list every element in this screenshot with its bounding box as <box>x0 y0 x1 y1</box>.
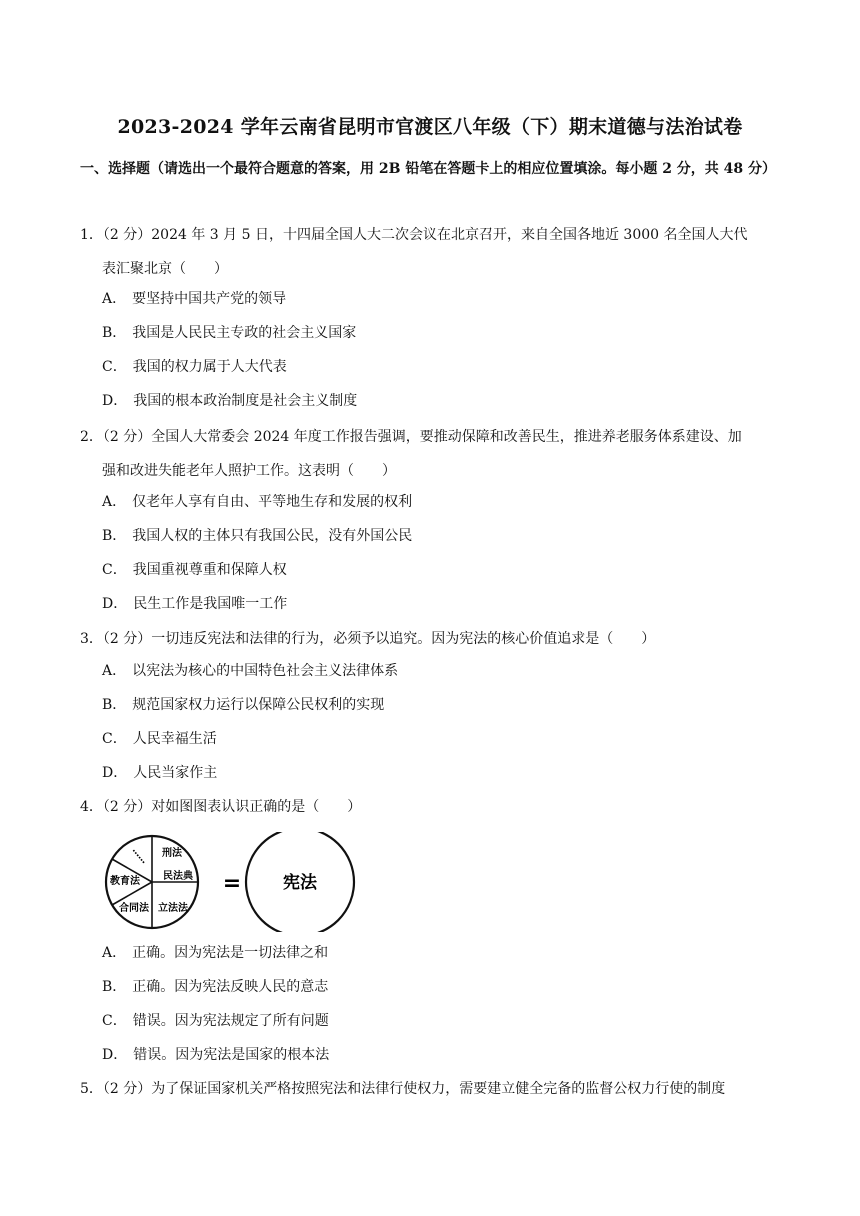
option-letter: A． <box>102 494 127 510</box>
option-letter: C． <box>102 562 127 578</box>
question-2-line1: 2．（2 分）全国人大常委会 2024 年度工作报告强调，要推动保障和改善民生，推进养老服务体系建设、加 <box>80 429 742 445</box>
question-4-option-a <box>102 943 328 963</box>
option-text: 规范国家权力运行以保障公民权利的实现 <box>132 697 385 713</box>
question-2-line2: 强和改进失能老年人照护工作。这表明（ ） <box>102 463 396 479</box>
option-text: 我国的权力属于人大代表 <box>132 359 287 375</box>
option-text: 我国的根本政治制度是社会主义制度 <box>133 393 358 409</box>
question-5-stem <box>80 1072 780 1106</box>
question-4-option-c <box>102 1011 329 1031</box>
segment-label-legislation-law: 立法法 <box>158 903 188 914</box>
option-letter: C． <box>102 359 127 375</box>
option-text: 仅老年人享有自由、平等地生存和发展的权利 <box>132 494 413 510</box>
question-1-option-c <box>102 357 287 377</box>
option-text: 正确。因为宪法是一切法律之和 <box>132 945 329 961</box>
question-1-option-b <box>102 323 356 343</box>
option-letter: B． <box>102 528 127 544</box>
question-1-line1: 1．（2 分）2024 年 3 月 5 日，十四届全国人大二次会议在北京召开，来自全国各地近 3000 名全国人大代 <box>80 227 748 243</box>
question-4-stem <box>80 790 780 824</box>
segment-label-civil-code: 民法典 <box>163 871 193 882</box>
section-heading: 一、选择题（请选出一个最符合题意的答案，用 2B 铅笔在答题卡上的相应位置填涂。每小题 2 分，共 48 分） <box>80 161 777 177</box>
option-text: 民生工作是我国唯一工作 <box>133 596 288 612</box>
question-3-option-a <box>102 661 398 681</box>
option-text: 我国是人民民主专政的社会主义国家 <box>132 325 357 341</box>
option-text: 人民当家作主 <box>133 765 218 781</box>
option-letter: D． <box>102 1047 128 1063</box>
question-2-option-c <box>102 560 287 580</box>
question-1-option-d <box>102 391 357 411</box>
segment-label-criminal-law: 刑法 <box>162 848 182 859</box>
question-5-line1: 5．（2 分）为了保证国家机关严格按照宪法和法律行使权力，需要建立健全完备的监督公权力行使的制度 <box>80 1081 726 1097</box>
question-3-option-c <box>102 729 217 749</box>
option-letter: D． <box>102 596 128 612</box>
question-4-option-b <box>102 977 328 997</box>
question-1-line2: 表汇聚北京（ ） <box>102 261 228 277</box>
option-text: 要坚持中国共产党的领导 <box>132 291 287 307</box>
option-text: 错误。因为宪法是国家的根本法 <box>133 1047 330 1063</box>
equals-sign: = <box>222 871 242 896</box>
option-letter: B． <box>102 979 127 995</box>
question-3-option-b <box>102 695 384 715</box>
option-letter: A． <box>102 291 127 307</box>
question-1-option-a <box>102 289 286 309</box>
question-4-line1: 4．（2 分）对如图图表认识正确的是（ ） <box>80 799 362 815</box>
option-text: 我国重视尊重和保障人权 <box>132 562 287 578</box>
question-2-option-d <box>102 594 287 614</box>
question-2-option-a <box>102 492 412 512</box>
option-text: 正确。因为宪法反映人民的意志 <box>132 979 329 995</box>
option-letter: C． <box>102 1013 127 1029</box>
question-4-option-d <box>102 1045 329 1065</box>
law-pie-equals-constitution-diagram <box>102 832 358 932</box>
option-letter: B． <box>102 697 127 713</box>
option-text: 以宪法为核心的中国特色社会主义法律体系 <box>132 663 399 679</box>
question-2-stem <box>80 420 780 488</box>
option-letter: A． <box>102 663 127 679</box>
segment-label-contract-law: 合同法 <box>119 903 149 914</box>
option-letter: A． <box>102 945 127 961</box>
option-text: 我国人权的主体只有我国公民，没有外国公民 <box>132 528 413 544</box>
option-letter: D． <box>102 765 128 781</box>
option-text: 错误。因为宪法规定了所有问题 <box>132 1013 329 1029</box>
option-letter: B． <box>102 325 127 341</box>
question-3-line1: 3．（2 分）一切违反宪法和法律的行为，必须予以追究。因为宪法的核心价值追求是（ ） <box>80 631 656 647</box>
question-1-stem <box>80 218 780 286</box>
question-2-option-b <box>102 526 412 546</box>
option-letter: C． <box>102 731 127 747</box>
segment-label-ellipsis: …… <box>129 845 150 866</box>
question-3-option-d <box>102 763 217 783</box>
option-text: 人民幸福生活 <box>132 731 217 747</box>
segment-label-education-law: 教育法 <box>110 876 140 887</box>
question-3-stem <box>80 622 780 656</box>
option-letter: D． <box>102 393 128 409</box>
page-title: 2023-2024 学年云南省昆明市官渡区八年级（下）期末道德与法治试卷 <box>117 116 743 138</box>
constitution-label: 宪法 <box>283 873 317 893</box>
